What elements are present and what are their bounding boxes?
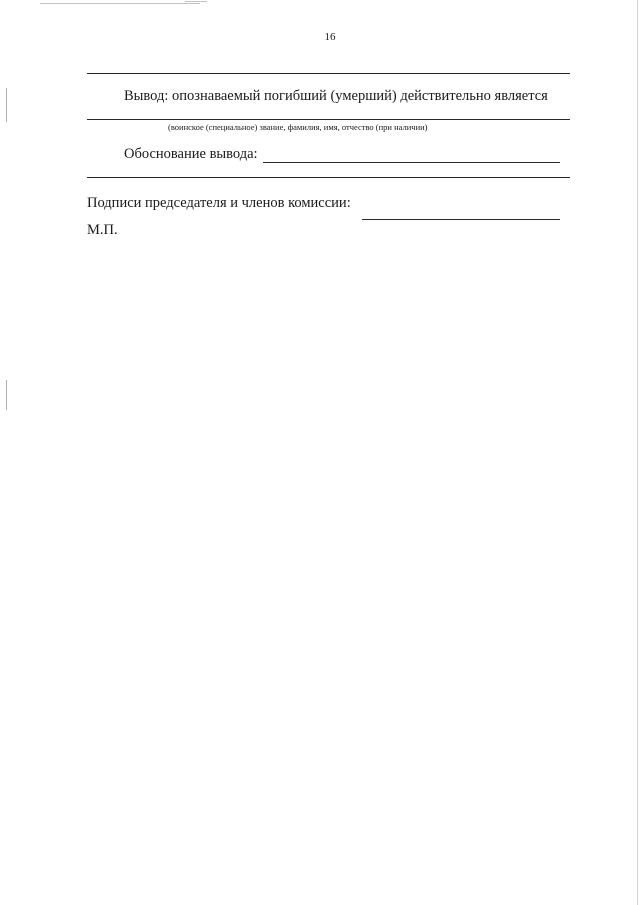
signature-blank-line <box>362 219 560 220</box>
name-blank-line <box>87 119 570 120</box>
name-caption: (воинское (специальное) звание, фамилия, имя, отчество (при наличии) <box>168 122 428 132</box>
conclusion-text: Вывод: опознаваемый погибший (умерший) действительно является <box>124 88 548 104</box>
justification-label: Обоснование вывода: <box>124 146 258 162</box>
top-rule <box>87 73 570 74</box>
signatures-label: Подписи председателя и членов комиссии: <box>87 195 351 211</box>
scan-artifact-top-short <box>185 1 207 2</box>
stamp-place-label: М.П. <box>87 222 118 238</box>
page-number: 16 <box>324 31 336 43</box>
justification-blank-line <box>263 162 560 163</box>
scan-artifact-top <box>40 3 200 4</box>
scan-artifact-left-mark-2 <box>6 380 7 410</box>
scan-artifact-right-edge <box>637 0 638 905</box>
scan-artifact-left-mark <box>6 88 7 122</box>
justification-rule <box>87 177 570 178</box>
